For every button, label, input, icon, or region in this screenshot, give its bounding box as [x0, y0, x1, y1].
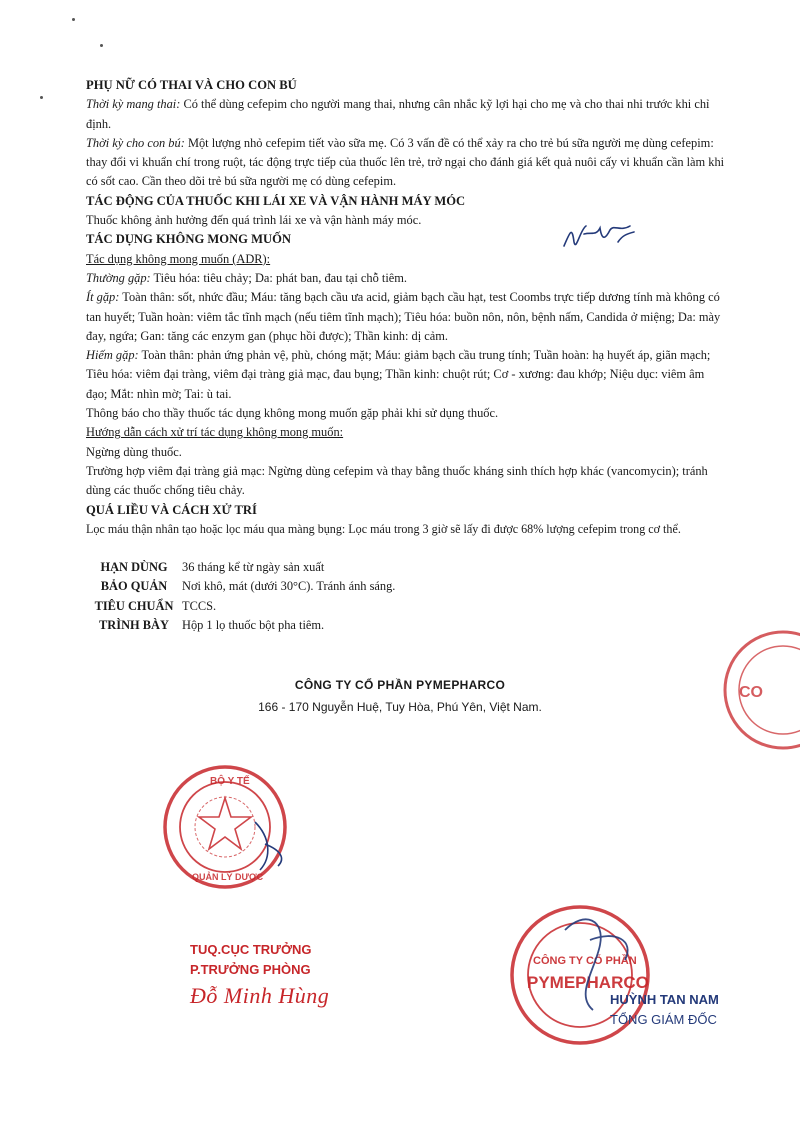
- subheading-guide: Hướng dẫn cách xử trí tác dụng không mong muốn:: [86, 425, 344, 440]
- paragraph-notify: Thông báo cho thầy thuốc tác dụng không mong muốn gặp phải khi sử dụng thuốc.: [86, 406, 499, 421]
- section-heading-overdose: QUÁ LIỀU VÀ CÁCH XỬ TRÍ: [86, 502, 257, 517]
- label-common: Thường gặp:: [86, 270, 151, 285]
- signer-title-1: TUQ.CỤC TRƯỞNG: [190, 942, 312, 957]
- section-heading-pregnancy: PHỤ NỮ CÓ THAI VÀ CHO CON BÚ: [86, 78, 297, 92]
- spec-row: [86, 577, 395, 596]
- svg-text:PYMEPHARCO: PYMEPHARCO: [527, 973, 649, 992]
- paragraph-rare: [86, 346, 726, 404]
- svg-text:CÔNG TY CỔ PHẦN: CÔNG TY CỔ PHẦN: [533, 955, 637, 967]
- spec-value: 36 tháng kể từ ngày sản xuất: [182, 560, 325, 574]
- paragraph-guide-2: Trường hợp viêm đại tràng giả mạc: Ngừng dùng cefepim và thay bằng thuốc kháng sinh thích hợp khác (vancomycin); tránh dùng các thuốc chống tiêu chảy.: [86, 463, 708, 498]
- spec-value: Nơi khô, mát (dưới 30°C). Tránh ánh sáng.: [182, 579, 396, 594]
- label-rare: Hiếm gặp:: [86, 348, 139, 363]
- spec-key: TIÊU CHUẨN: [94, 598, 174, 613]
- scan-speck: [100, 44, 103, 47]
- paragraph-lactation: [86, 134, 726, 192]
- svg-text:CO: CO: [739, 684, 763, 701]
- signer-title-2: P.TRƯỞNG PHÒNG: [190, 962, 311, 977]
- text-lactation: Một lượng nhỏ cefepim tiết vào sữa mẹ. Có 3 vấn đề có thể xảy ra cho trẻ bú sữa người mẹ dùng cefepim: thay đổi vi khuẩn chí trong ruột, tác động trực tiếp của thuốc lên trẻ, trở ngại cho đánh giá kết quả nuôi cấy vi khuẩn cần làm khi có sốt cao. Cần theo dõi trẻ bú sữa người mẹ có dùng cefepim.: [86, 135, 725, 189]
- paragraph-overdose: Lọc máu thận nhân tạo hoặc lọc máu qua màng bụng: Lọc máu trong 3 giờ sẽ lấy đi được 68% lượng cefepim trong cơ thể.: [86, 521, 681, 536]
- paragraph-uncommon: [86, 288, 726, 346]
- spec-row: [86, 597, 395, 616]
- paragraph-driving: Thuốc không ảnh hưởng đến quá trình lái xe và vận hành máy móc.: [86, 213, 422, 228]
- label-uncommon: Ít gặp:: [86, 290, 120, 305]
- spec-key: BẢO QUẢN: [100, 579, 168, 594]
- text-rare: Toàn thân: phản ứng phản vệ, phù, chóng mặt; Máu: giảm bạch cầu trung tính; Tuần hoàn: hạ huyết áp, giãn mạch; Tiêu hóa: viêm đại tràng, viêm đại tràng giả mạc, đau bụng; Thần kinh: chuột rút; Cơ - xương: đau khớp; Niệu dục: viêm âm đạo; Mắt: nhìn mờ; Tai: ù tai.: [86, 348, 711, 401]
- section-heading-driving: TÁC ĐỘNG CỦA THUỐC KHI LÁI XE VÀ VẬN HÀNH MÁY MÓC: [86, 193, 466, 208]
- spec-table: [86, 558, 395, 636]
- director-title: TỔNG GIÁM ĐỐC: [610, 1012, 717, 1027]
- document-body: [86, 76, 726, 539]
- text-pregnancy: Có thể dùng cefepim cho người mang thai, nhưng cân nhắc kỹ lợi hại cho mẹ và cho thai nhi trước khi chỉ định.: [86, 97, 710, 131]
- signer-name: Đỗ Minh Hùng: [190, 983, 330, 1008]
- spec-row: [86, 558, 395, 577]
- paragraph-pregnancy: [86, 95, 726, 134]
- company-name: CÔNG TY CỔ PHẦN PYMEPHARCO: [294, 678, 506, 692]
- spec-key: TRÌNH BÀY: [99, 618, 169, 633]
- spec-value: Hộp 1 lọ thuốc bột pha tiêm.: [182, 618, 325, 633]
- company-address: 166 - 170 Nguyễn Huệ, Tuy Hòa, Phú Yên, Việt Nam.: [258, 700, 542, 714]
- section-heading-adr: TÁC DỤNG KHÔNG MONG MUỐN: [86, 232, 291, 247]
- subheading-adr: Tác dụng không mong muốn (ADR):: [86, 251, 271, 266]
- ministry-seal: [160, 762, 290, 892]
- initials-signature: [560, 212, 640, 262]
- svg-text:BỘ Y TẾ: BỘ Y TẾ: [210, 776, 250, 787]
- label-lactation: Thời kỳ cho con bú:: [86, 135, 185, 150]
- label-pregnancy: Thời kỳ mang thai:: [86, 97, 181, 112]
- spec-row: [86, 616, 395, 635]
- signature-block-right: [610, 990, 719, 1030]
- scan-speck: [40, 96, 43, 99]
- svg-text:QUẢN LÝ DƯỢC: QUẢN LÝ DƯỢC: [192, 872, 264, 882]
- director-name: HUỲNH TAN NAM: [610, 992, 719, 1007]
- edge-stamp: [715, 625, 800, 755]
- text-common: Tiêu hóa: tiêu chảy; Da: phát ban, đau tại chỗ tiêm.: [150, 270, 408, 285]
- signature-block-left: [190, 940, 329, 1006]
- text-uncommon: Toàn thân: sốt, nhức đầu; Máu: tăng bạch cầu ưa acid, giảm bạch cầu hạt, test Coombs trực tiếp dương tính mà không có tan huyết; Tuần hoàn: viêm tắc tĩnh mạch (nếu tiêm tĩnh mạch); Tiêu hóa: buồn nôn, nôn, bệnh nấm, Candida ở miệng; Da: mày đay, ngứa; Gan: tăng các enzym gan (phục hồi được); Thần kinh: dị cảm.: [86, 290, 721, 343]
- spec-value: TCCS.: [182, 598, 217, 613]
- spec-key: HẠN DÙNG: [100, 560, 168, 574]
- paragraph-guide-1: Ngừng dùng thuốc.: [86, 444, 182, 459]
- scan-speck: [72, 18, 75, 21]
- paragraph-common: [86, 269, 726, 288]
